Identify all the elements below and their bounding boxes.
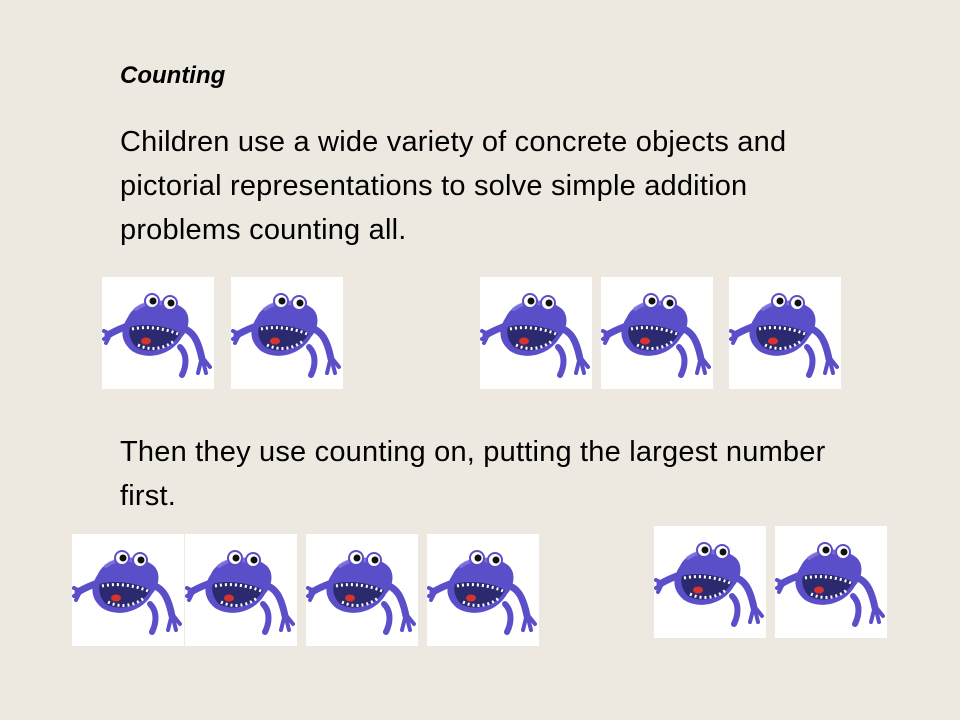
purple-monster-icon bbox=[102, 277, 214, 389]
monster-card bbox=[185, 534, 297, 646]
monster-card bbox=[775, 526, 887, 638]
purple-monster-icon bbox=[185, 534, 297, 646]
purple-monster-icon bbox=[306, 534, 418, 646]
purple-monster-icon bbox=[601, 277, 713, 389]
purple-monster-icon bbox=[729, 277, 841, 389]
purple-monster-icon bbox=[72, 534, 184, 646]
monster-card bbox=[654, 526, 766, 638]
monster-card bbox=[480, 277, 592, 389]
slide-title: Counting bbox=[120, 62, 226, 89]
monster-card bbox=[427, 534, 539, 646]
monster-card bbox=[72, 534, 184, 646]
purple-monster-icon bbox=[427, 534, 539, 646]
monster-card bbox=[102, 277, 214, 389]
monster-card bbox=[601, 277, 713, 389]
paragraph-counting-all: Children use a wide variety of concrete objects and pictorial representations to solve simple addition problems counting all. bbox=[120, 126, 787, 246]
purple-monster-icon bbox=[654, 526, 766, 638]
monster-card bbox=[231, 277, 343, 389]
purple-monster-icon bbox=[775, 526, 887, 638]
paragraph-counting-on: Then they use counting on, putting the largest number first. bbox=[120, 436, 826, 512]
purple-monster-icon bbox=[231, 277, 343, 389]
monster-card bbox=[729, 277, 841, 389]
purple-monster-icon bbox=[480, 277, 592, 389]
monster-card bbox=[306, 534, 418, 646]
